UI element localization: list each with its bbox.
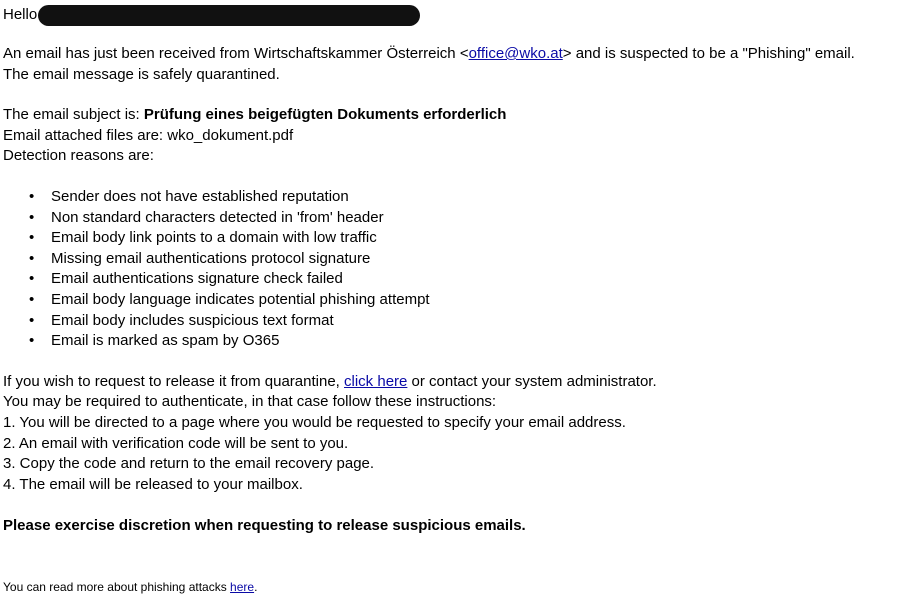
intro-line [3,44,919,65]
greeting-text: Hello [3,5,38,23]
sender-email-link[interactable]: office@wko.at [468,45,563,62]
list-item: • Email body link points to a domain with low traffic [51,228,919,249]
list-item: • Missing email authentications protocol signature [51,249,919,270]
email-subject: Prüfung eines beigefügten Dokuments erforderlich [143,106,507,124]
subject-line [3,105,919,126]
redacted-recipient-name [38,5,420,26]
reasons-label: Detection reasons are: [3,147,154,165]
intro-text-end: > and is suspected to be a "Phishing" email. [562,45,855,62]
intro-text: An email has just been received from Wirtschaftskammer Österreich < [3,45,469,62]
quarantine-note: The email message is safely quarantined. [3,65,280,83]
footer-text: You can read more about phishing attacks [3,579,231,594]
list-item: • Sender does not have established reputation [51,187,919,208]
instruction-step: 3. Copy the code and return to the email recovery page. [3,455,375,473]
footer-line [3,579,919,595]
instruction-step: 1. You will be directed to a page where you would be requested to specify your email address. [3,413,626,431]
attachments-line: Email attached files are: wko_dokument.pdf [3,126,294,144]
list-item: • Email body includes suspicious text format [51,311,919,332]
detection-reasons-list [3,187,919,352]
greeting-line [3,3,919,27]
auth-note: You may be required to authenticate, in that case follow these instructions: [3,393,497,411]
phishing-info-link[interactable]: here [230,579,255,594]
list-item: • Non standard characters detected in 'from' header [51,208,919,229]
release-text: If you wish to request to release it from quarantine, [3,372,345,390]
release-line [3,372,919,393]
footer-end: . [254,579,258,594]
instruction-step: 4. The email will be released to your mailbox. [3,475,303,493]
list-item: • Email authentications signature check failed [51,269,919,290]
instruction-step: 2. An email with verification code will be sent to you. [3,434,349,452]
release-text-end: or contact your system administrator. [407,372,657,390]
subject-label: The email subject is: [3,106,144,124]
release-click-here-link[interactable]: click here [344,372,408,390]
list-item: • Email body language indicates potential phishing attempt [51,290,919,311]
discretion-warning: Please exercise discretion when requesting to release suspicious emails. [3,517,526,535]
list-item: • Email is marked as spam by O365 [51,331,919,352]
